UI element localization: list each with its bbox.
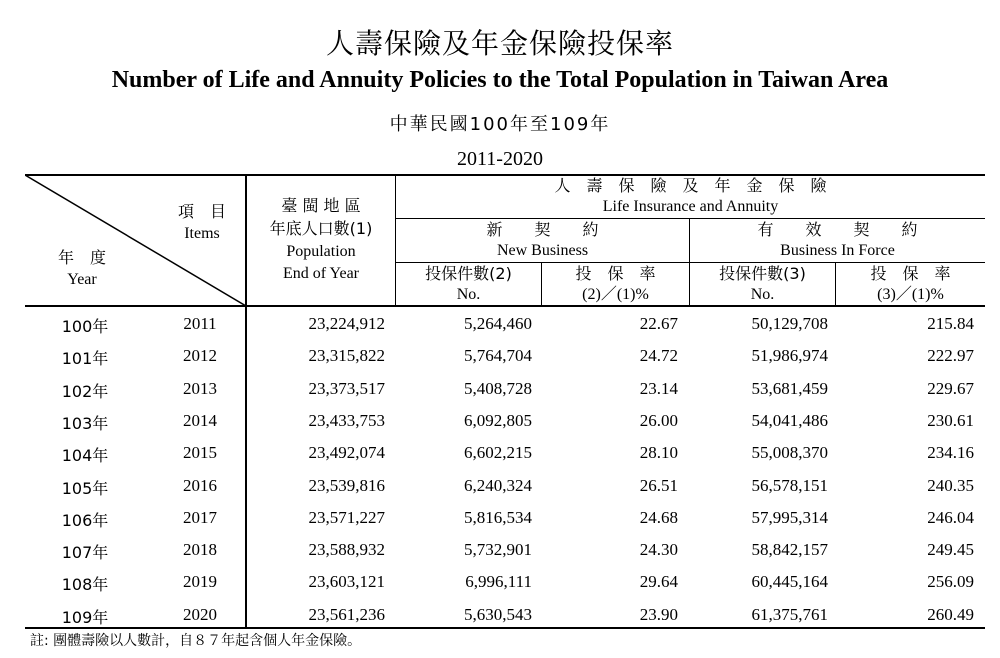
cell-year: 2013: [183, 378, 217, 398]
cell-bf-no: 58,842,157: [751, 540, 828, 560]
cell-nb-no: 6,996,111: [465, 572, 532, 592]
cell-bf-rate: 230.61: [927, 410, 974, 430]
cell-nb-no: 5,816,534: [464, 507, 532, 527]
sub-header-divider: [395, 262, 985, 263]
cell-nb-rate: 24.30: [639, 540, 678, 560]
cell-bf-no: 61,375,761: [751, 604, 828, 624]
cell-year: 2014: [183, 410, 217, 430]
cell-bf-no: 60,445,164: [751, 572, 828, 592]
cell-year: 2018: [183, 540, 217, 560]
cell-nb-rate: 29.64: [639, 572, 678, 592]
year-header-en: Year: [67, 271, 97, 288]
table-bottom-border: [25, 627, 985, 629]
cell-pop: 23,561,236: [308, 604, 385, 624]
cell-nb-no: 6,602,215: [464, 443, 532, 463]
bf-rate-header-zh: 投 保 率: [870, 264, 951, 283]
pop-header-en-1: Population: [286, 243, 356, 260]
cell-pop: 23,571,227: [308, 507, 385, 527]
cell-bf-rate: 215.84: [927, 314, 974, 333]
cell-bf-rate: 256.09: [927, 572, 974, 592]
footnote: 註: 團體壽險以人數計，自８７年起含個人年金保險。: [30, 633, 362, 649]
cell-nb-rate: 26.51: [639, 475, 678, 495]
period-zh: 中華民國100年至109年: [389, 114, 611, 135]
cell-nb-rate: 23.14: [639, 378, 678, 398]
cell-nb-no: 5,264,460: [464, 314, 532, 333]
nb-count-header-zh: 投保件數(2): [425, 264, 512, 283]
items-header-zh: 項 目: [177, 202, 226, 221]
cell-pop: 23,224,912: [308, 314, 385, 333]
cell-bf-rate: 246.04: [927, 507, 974, 527]
nb-count-header-en: No.: [456, 286, 481, 303]
cell-bf-rate: 229.67: [927, 378, 974, 398]
cell-roc: 103年: [61, 413, 109, 433]
cell-year: 2011: [183, 314, 217, 333]
period-en: 2011-2020: [457, 148, 543, 170]
pop-header-en-2: End of Year: [283, 265, 359, 282]
cell-roc: 104年: [61, 446, 109, 466]
nb-rate-header-zh: 投 保 率: [575, 264, 656, 283]
cell-nb-rate: 23.90: [639, 604, 678, 624]
cell-bf-no: 55,008,370: [751, 443, 828, 463]
life-header-divider: [395, 218, 985, 219]
cell-roc: 107年: [61, 543, 109, 563]
cell-nb-no: 5,630,543: [464, 604, 532, 624]
bf-rate-header-en: (3)／(1)%: [877, 286, 944, 303]
cell-nb-no: 6,240,324: [464, 475, 532, 495]
cell-bf-rate: 260.49: [927, 604, 974, 624]
cell-bf-no: 50,129,708: [751, 314, 828, 333]
cell-pop: 23,373,517: [308, 378, 385, 398]
cell-nb-rate: 28.10: [639, 443, 678, 463]
cell-roc: 108年: [61, 575, 109, 595]
items-header-en: Items: [184, 225, 220, 242]
cell-roc: 101年: [61, 349, 109, 369]
cell-bf-rate: 249.45: [927, 540, 974, 560]
pop-header-zh-1: 臺 閩 地 區: [281, 196, 361, 215]
life-header-zh: 人 壽 保 險 及 年 金 保 險: [554, 176, 827, 195]
cell-pop: 23,603,121: [308, 572, 385, 592]
business-in-force-header-zh: 有 效 契 約: [757, 220, 918, 239]
life-header-en: Life Insurance and Annuity: [602, 198, 779, 215]
cell-nb-rate: 24.68: [639, 507, 678, 527]
cell-bf-no: 54,041,486: [751, 410, 828, 430]
cell-bf-rate: 240.35: [927, 475, 974, 495]
cell-bf-no: 56,578,151: [751, 475, 828, 495]
cell-year: 2019: [183, 572, 217, 592]
cell-pop: 23,492,074: [308, 443, 385, 463]
cell-year: 2016: [183, 475, 217, 495]
bf-count-header-zh: 投保件數(3): [719, 264, 806, 283]
cell-bf-no: 51,986,974: [751, 346, 828, 366]
cell-bf-rate: 222.97: [927, 346, 974, 366]
cell-roc: 106年: [61, 510, 109, 530]
page-title-en: Number of Life and Annuity Policies to the Total Population in Taiwan Area: [111, 67, 889, 93]
cell-roc: 100年: [61, 317, 109, 336]
cell-year: 2017: [183, 507, 217, 527]
cell-bf-no: 57,995,314: [751, 507, 828, 527]
cell-nb-rate: 26.00: [639, 410, 678, 430]
year-header-zh: 年 度: [57, 248, 106, 267]
cell-nb-no: 6,092,805: [464, 410, 532, 430]
business-in-force-header-en: Business In Force: [780, 242, 895, 259]
cell-bf-rate: 234.16: [927, 443, 974, 463]
cell-year: 2020: [183, 604, 217, 624]
bf-count-header-en: No.: [750, 286, 775, 303]
cell-pop: 23,315,822: [308, 346, 385, 366]
cell-year: 2012: [183, 346, 217, 366]
cell-roc: 109年: [61, 607, 109, 627]
new-business-header-zh: 新 契 約: [486, 220, 599, 239]
nb-rate-header-en: (2)／(1)%: [582, 286, 649, 303]
cell-pop: 23,539,816: [308, 475, 385, 495]
cell-nb-no: 5,408,728: [464, 378, 532, 398]
cell-pop: 23,588,932: [308, 540, 385, 560]
pop-header-zh-2: 年底人口數(1): [269, 219, 373, 238]
cell-roc: 105年: [61, 478, 109, 498]
cell-bf-no: 53,681,459: [751, 378, 828, 398]
cell-nb-no: 5,732,901: [464, 540, 532, 560]
cell-nb-rate: 24.72: [639, 346, 678, 366]
new-business-header-en: New Business: [496, 242, 589, 259]
cell-pop: 23,433,753: [308, 410, 385, 430]
cell-year: 2015: [183, 443, 217, 463]
cell-nb-rate: 22.67: [639, 314, 678, 333]
cell-roc: 102年: [61, 381, 109, 401]
cell-nb-no: 5,764,704: [464, 346, 532, 366]
page-title-zh: 人壽保險及年金保險投保率: [325, 27, 674, 60]
